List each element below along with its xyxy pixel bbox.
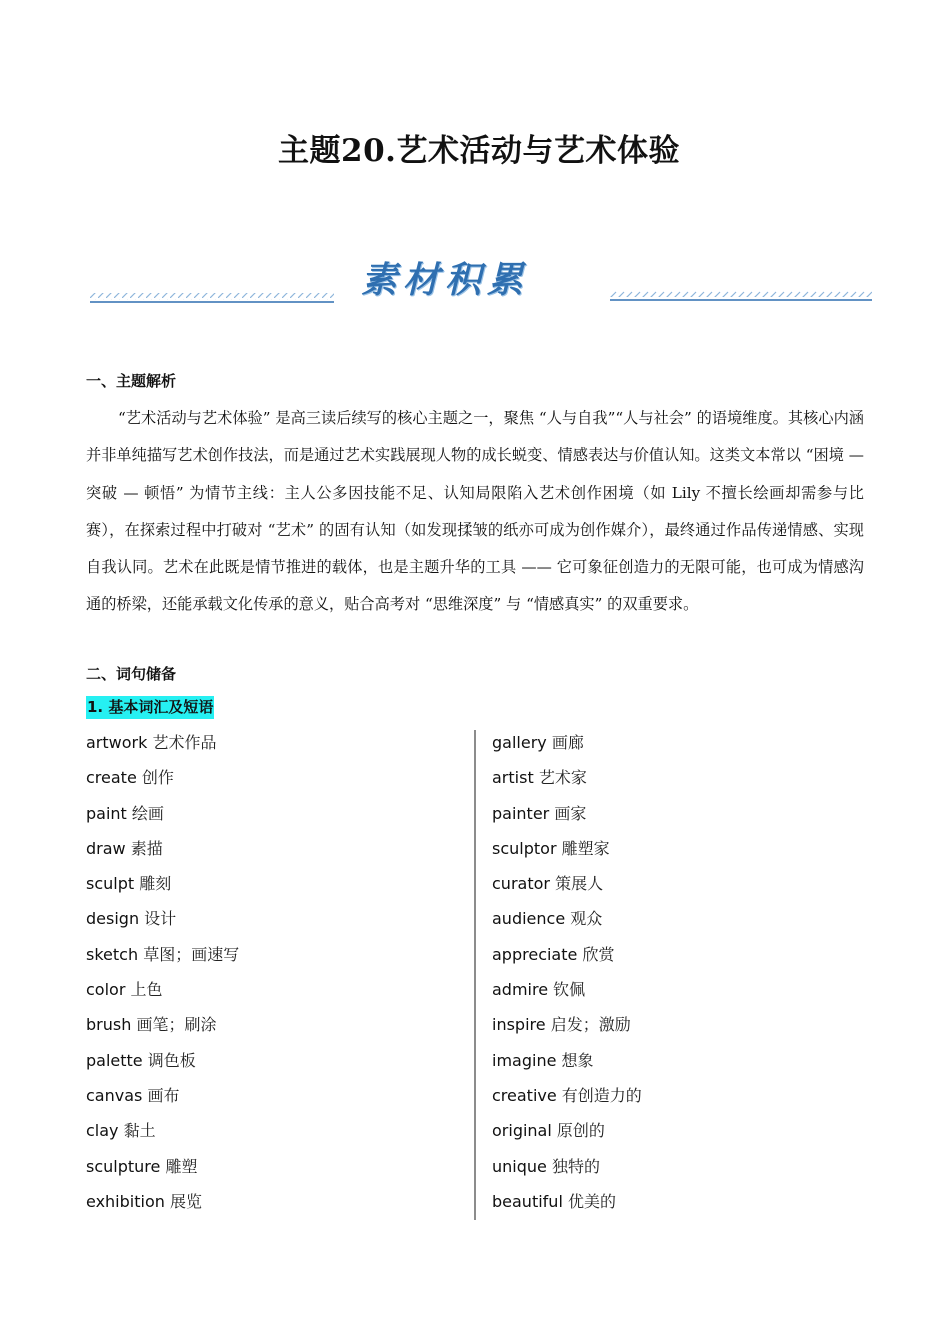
- vocab-item: [492, 901, 642, 936]
- vocab-item: [492, 1043, 642, 1078]
- vocab-meaning: 独特的: [551, 1156, 600, 1176]
- vocab-item: [86, 972, 239, 1007]
- vocab-word: unique: [492, 1156, 547, 1176]
- vocab-word: sculpture: [86, 1156, 161, 1176]
- vocab-word: draw: [86, 838, 126, 858]
- vocab-meaning: 优美的: [567, 1191, 616, 1211]
- vocab-word: paint: [86, 803, 127, 823]
- banner-decoration-right: [610, 290, 872, 304]
- vocab-word: color: [86, 980, 126, 1000]
- vocab-item: [86, 796, 239, 831]
- vocab-item: [86, 725, 239, 760]
- vocab-meaning: 黏土: [123, 1121, 156, 1141]
- vocab-list-left: [86, 725, 239, 1219]
- vocab-meaning: 艺术家: [538, 768, 587, 788]
- vocab-item: [86, 901, 239, 936]
- vocab-word: exhibition: [86, 1191, 165, 1211]
- vocab-meaning: 画家: [554, 803, 587, 823]
- vocab-meaning: 钦佩: [553, 980, 586, 1000]
- vocab-meaning: 想象: [561, 1050, 594, 1070]
- vocab-meaning: 画廊: [551, 733, 584, 752]
- vocab-meaning: 绘画: [131, 803, 164, 823]
- vocab-meaning: 展览: [169, 1191, 202, 1211]
- vocab-meaning: 草图；画速写: [143, 944, 240, 964]
- vocab-item: [86, 866, 239, 901]
- vocab-word: admire: [492, 980, 549, 1000]
- vocab-word: appreciate: [492, 944, 578, 964]
- column-divider: [474, 730, 476, 1220]
- vocab-item: [492, 831, 642, 866]
- vocab-meaning: 上色: [130, 980, 163, 1000]
- vocab-item: [492, 1078, 642, 1113]
- vocab-word: beautiful: [492, 1191, 563, 1211]
- vocab-meaning: 欣赏: [582, 944, 615, 964]
- vocab-item: [86, 1043, 239, 1078]
- vocab-word: inspire: [492, 1015, 546, 1035]
- vocab-word: imagine: [492, 1050, 557, 1070]
- vocab-word: curator: [492, 874, 550, 894]
- analysis-paragraph: “艺术活动与艺术体验” 是高三读后续写的核心主题之一，聚焦 “人与自我”“人与社会” 的语境维度。其核心内涵并非单纯描写艺术创作技法，而是通过艺术实践展现人物的成长蜕变、情感表达与价值认知。这类文本常以 “困境 — 突破 — 顿悟” 为情节主线：主人公多因技能不足、认知局限陷入艺术创作困境（如 Lily 不擅长绘画却需参与比赛），在探索过程中打破对 “艺术” 的固有认知（如发现揉皱的纸亦可成为创作媒介），最终通过作品传递情感、实现自我认同。艺术在此既是情节推进的载体，也是主题升华的工具 —— 它可象征创造力的无限可能，也可成为情感沟通的桥梁，还能承载文化传承的意义，贴合高考对 “思维深度” 与 “情感真实” 的双重要求。: [86, 409, 864, 614]
- vocab-item: [492, 725, 642, 760]
- vocab-word: design: [86, 909, 140, 929]
- vocab-word: palette: [86, 1050, 143, 1070]
- vocab-item: [86, 831, 239, 866]
- vocab-item: [492, 937, 642, 972]
- vocab-meaning: 观众: [570, 909, 603, 929]
- vocab-item: [492, 972, 642, 1007]
- vocab-meaning: 启发；激励: [550, 1015, 631, 1035]
- vocab-meaning: 雕塑: [165, 1156, 198, 1176]
- page-title: 主题20.艺术活动与艺术体验: [278, 133, 680, 169]
- vocab-word: sculpt: [86, 874, 135, 894]
- vocab-meaning: 素描: [130, 838, 163, 858]
- vocab-meaning: 设计: [144, 909, 177, 929]
- vocab-meaning: 画布: [147, 1085, 180, 1105]
- vocab-item: [86, 760, 239, 795]
- vocab-word: create: [86, 768, 137, 788]
- vocab-meaning: 画笔；刷涂: [136, 1015, 217, 1035]
- vocab-item: [86, 1007, 239, 1042]
- vocab-item: [86, 1184, 239, 1219]
- vocab-meaning: 调色板: [147, 1050, 196, 1070]
- subheading-basic-vocabulary: 1. 基本词汇及短语: [86, 696, 214, 719]
- vocab-meaning: 有创造力的: [561, 1085, 642, 1105]
- banner-decoration-left: [90, 290, 334, 304]
- section-heading-analysis: 一、主题解析: [86, 372, 177, 390]
- vocab-item: [492, 866, 642, 901]
- vocab-word: clay: [86, 1121, 119, 1141]
- vocab-word: canvas: [86, 1085, 143, 1105]
- vocab-item: [492, 1113, 642, 1148]
- vocab-meaning: 雕塑家: [561, 838, 610, 858]
- vocab-item: [492, 1007, 642, 1042]
- vocab-word: artist: [492, 768, 534, 788]
- vocab-word: original: [492, 1121, 552, 1141]
- banner-title: 素材积累: [360, 259, 529, 301]
- vocab-list-right: [492, 725, 642, 1219]
- vocab-item: [492, 1149, 642, 1184]
- vocab-word: painter: [492, 803, 550, 823]
- vocab-word: audience: [492, 909, 566, 929]
- vocab-item: [492, 1184, 642, 1219]
- vocab-word: gallery: [492, 733, 547, 752]
- vocab-meaning: 创作: [141, 768, 174, 788]
- vocab-meaning: 雕刻: [139, 874, 172, 894]
- vocab-item: [86, 937, 239, 972]
- vocab-item: [86, 1113, 239, 1148]
- vocab-item: [492, 760, 642, 795]
- vocab-item: [492, 796, 642, 831]
- vocab-word: sketch: [86, 944, 139, 964]
- vocab-meaning: 原创的: [556, 1121, 605, 1141]
- vocab-meaning: 策展人: [555, 874, 604, 894]
- vocab-item: [86, 1149, 239, 1184]
- vocab-word: sculptor: [492, 838, 557, 858]
- vocab-word: brush: [86, 1015, 132, 1035]
- vocab-item: [86, 1078, 239, 1113]
- vocab-word: creative: [492, 1085, 557, 1105]
- section-heading-vocabulary: 二、词句储备: [86, 665, 177, 683]
- vocab-word: artwork: [86, 733, 148, 752]
- vocab-meaning: 艺术作品: [152, 733, 217, 752]
